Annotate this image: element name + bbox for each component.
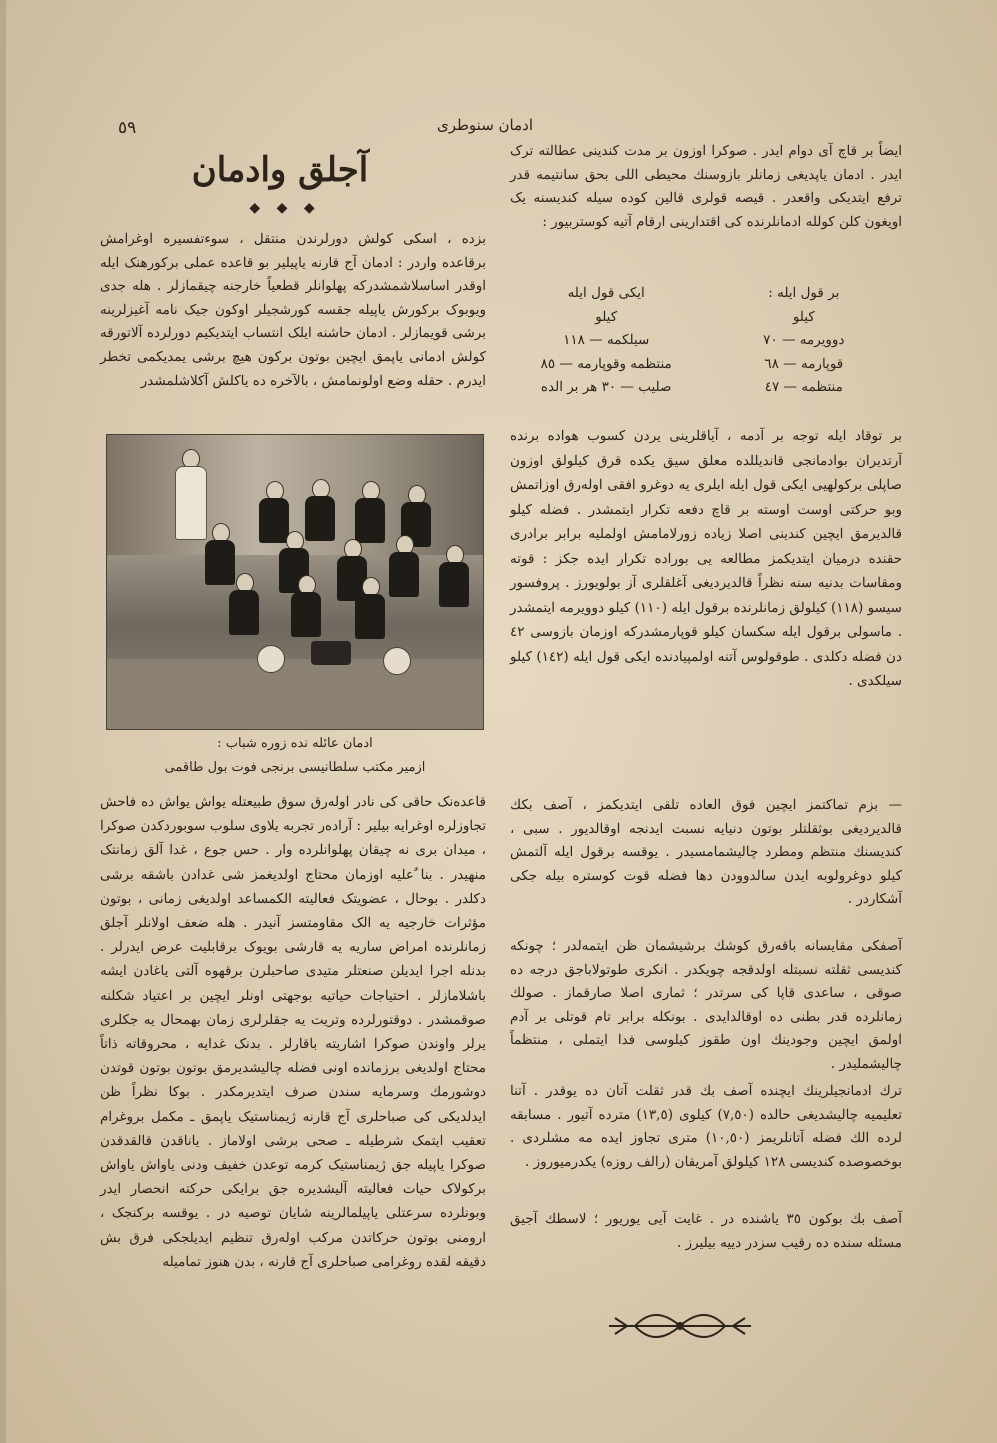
photo-figure bbox=[289, 575, 323, 637]
table-unit-cell: کیلو bbox=[792, 308, 815, 325]
right-column-paragraph-5: آصف بك بوکون ٣٥ یاشنده در . غایت آیی یوریور ؛ لاسطك آجیق مسئله سنده ده رقیب سزدر دییه بیلیرز . bbox=[510, 1211, 902, 1251]
photo-caption-line1: ادمان عائله نده زوره شباب : bbox=[217, 736, 373, 751]
photo-figure bbox=[173, 449, 207, 539]
table-row bbox=[515, 376, 895, 400]
table-unit-cell: کیلو bbox=[595, 308, 618, 325]
title-ornament: ◆ ◆ ◆ bbox=[249, 200, 321, 216]
photo-figure bbox=[353, 577, 387, 639]
photo-figure bbox=[353, 481, 387, 543]
table-row bbox=[515, 353, 895, 377]
article-title: آجلق وادمان bbox=[191, 150, 369, 190]
right-column-paragraph-4: ترك ادمانجیلرینك ایچنده آصف بك قدر ثقلت آتان ده یوقدر . آتنا تعلیمیه چالیشدیغی حالده (٧,٥٠) کیلوی (١٣,٥) مترده آتیور . مسابقه لرده الك فضله آتانلریمز (١٠,٥٠) متری تجاوز ایده مه مشلردی . بوخصوصده کندیسی ١٢٨ کیلولق آمریقان (رالف روزه) یکدرمیوروز . bbox=[510, 1083, 902, 1170]
page-number: ٥٩ bbox=[118, 118, 137, 138]
photo-ball bbox=[383, 647, 411, 675]
right-column-intro: ایضاً بر قاچ آی دوام ایدر . صوکرا اوزون بر مدت کندینی عطالته ترک ایدر . ادمان یاپدیغی زمانلر بازوسنك محیطی اللی بحق سانتیمه قدر ترفع ایتدیکی واقعدر . قیصه قولری قالین کوده سیله کندیسنه یک اویغون کلن کولله ادمانلرنده کی اقتدارینی ارقام آتیه کوستربیور : bbox=[510, 143, 903, 230]
article-intro: بزده ، اسکی کولش دورلرندن منتقل ، سوءتفسیره اوغرامش برقاعده واردر : ادمان آج قارنه یاپیلیر بو قاعده عملی برکورهنک ایله اوقدر اساسلاشمشدرکه پهلوانلر قطعیاً خارجنه چیقمازلر . هله جدی ویوبوک برکورش یاپیله جقسه کورشجیلر اوکون جیک نامه آغیزلرینه برشی قویمازلر . ادمان حاشنه ایلک انتساب ایتدیکیم دورلرده آلاتورقه کولش ادمانی یاپمق ایچین بوتون برکون هیچ برشی یمدیکمی تخطر ایدرم . حقله وضع اولونمامش ، بالآخره ده یاکلش آکلاشلمشدر bbox=[100, 231, 486, 389]
page-edge bbox=[0, 0, 6, 1443]
team-photo bbox=[106, 434, 484, 730]
right-column-paragraph-3: آصفکی مقایسانه باقەرق کوشك برشیشمان ظن ایتمەلدر ؛ چونکه کندیسی ثقلته نسبتله اولدقجه چویکدر . انکری طوتولاباجق درجه ده صوقی ، ساعدی قاپا کی سرتدر ؛ ثماری اصلا صارقماز . صولك زمانلرده قدر بطنی ده اوقالدایدی . بونکله برابر تام قوتلی بر آدم اولمق ایچین وجودینك اون طقوز کیلوسی فدا ایتملی ، منتظماً چالیشملیدر . bbox=[510, 938, 902, 1072]
table-cell: سیلکمه — ١١٨ bbox=[563, 332, 650, 349]
photo-figure bbox=[227, 573, 261, 635]
photo-figure bbox=[387, 535, 421, 597]
photo-bag bbox=[311, 641, 351, 665]
end-ornament-icon bbox=[605, 1296, 755, 1356]
photo-figure bbox=[437, 545, 471, 607]
table-unit-row bbox=[515, 306, 895, 330]
lift-records-table bbox=[515, 282, 895, 400]
left-column-body: قاعدەنک حاقی کی نادر اولەرق سوق طبیعتله یواش یواش دە فاحش تجاوزلرە اوغرایە بیلیر : آرادەر تجربە یلاوی سلوب سوبوردکدن صوکرا ، میدان بری نه چیقان پهلوانلردە وار . حس جوع ، غدا آلق زمانتک منهیدر . بنا ٌعلیه اوزمان محتاج اولدیغمز شی غدادن باشقه برشی دکلدر . بوحال ، عضویتک فعالیته الکمساعد اولدیغی زمانی ، بوتون مؤثرات خارجیه یه الک مقاومتسز آنیدر . هله ضعف اولانلر آجلق زمانلرنده امراض ساریه یه قارشی بویوک برقابلیت عرض ایدرلر . بدنله اجرا ایدیلن صنعتلر متیدی صاحبلرن برقهوه آلتی یاغادن ایشه باشلامازلر . احتیاجات حیاتیه بوجهتی اونلر ایچین بر اعتیاد شکلنه صوقمشدر . دوقتورلرده وتریت یه جقلرلری زمان بهمحال یه جکلری یرلر واوندن صوکرا اشاریته باقارلر . بدنک غدایه ، محروقاته ذاتاً محتاج اولدیغی برزمانده اونی فضله چالیشدیرمق بوتون بوتون قوتدن دوشورمك وسرمایه سندن صرف ایتدیرمکدر . بوکا نظراً ظن ایدلدیکی کی صباحلری آج قارنه ژیمناستیک یاپمق ـ مکمل بروغرام تعقیب ایتمک شرطیله ـ صحی برشی اولاماز . یاناقدن قالقدقدن صوکرا یاپیله جق ژیمناستیک کرمه توعدن خفیف ودنی یاواش یاواش برکولاک حیات فعالیته آلیشدیره جق برایکی حرکته انحصار ایدر وبونلرده سرعتلی یاپیلمالرینه شایان توصیه در . یوقسه برکنجک ، ارومنی بوتون حرکاتدن مرکب اولەرق تنظیم ایدیلجکی فرق بش دقیقه لقده روغرامی صباحلری آج قارنه ، بدن هنوز تمامیله bbox=[100, 794, 486, 1270]
photo-ball bbox=[257, 645, 285, 673]
table-cell: دوویرمه — ٧٠ bbox=[763, 332, 845, 349]
right-column-paragraph-2: — بزم تماکتمز ایچین فوق العاده تلقی ایتدیکمز ، آصف بکك قالدیردیغی بوثقلتلر بوتون دنیایه نسبت ایدنجه اوقالدیور . سبی ، کندیسنك منتظم ومطرد چالیشمامسیدر . یوقسه برقول ایله آلتمش کیلو دوغرولوبه ایدن سالدوودن دها فضله قوت کوستره بیله جکی آشکاردر . bbox=[510, 797, 902, 908]
photo-ground bbox=[107, 659, 483, 729]
photo-caption-line2: ازمیر مکتب سلطانیسی برنجی فوت بول طاقمی bbox=[164, 760, 426, 775]
table-cell: منتظمه — ٤٧ bbox=[764, 379, 843, 396]
table-cell: قوپارمه — ٦٨ bbox=[764, 355, 844, 372]
table-header-cell: بر قول ایله : bbox=[768, 285, 840, 301]
table-header-cell: ایکی قول ایله bbox=[567, 285, 645, 301]
running-title: ادمان سنوطری bbox=[436, 116, 534, 134]
table-cell: صلیب — ٣٠ هر بر الده bbox=[540, 379, 672, 396]
table-header-row bbox=[515, 282, 895, 306]
table-cell: منتظمه وقوپارمه — ٨٥ bbox=[540, 355, 672, 372]
right-column-paragraph-1: بر توقاد ایله توجه بر آدمه ، آیاقلرینی یردن کسوب هواده برنده آرتدیران بوادمانجی قاندیللده معلق سیق یکده قرق کیلولق اوزون صاپلی برکولهیی ایکی قول ایله ایلری یه دوغرو افقی اولەرق اوزاتمش وبو حرکتی اوست اوسته بر قاچ دفعه تکرار ایتمشدر . فضله کیلو قالدیرمق ایچین کندینی اصلا زیاده زورلامامش اولملیه برابر برادری حقنده درمیان ایتدیکمز مطالعه یی بوراده تکرار ایده جکز : قوته ومقاسات بدنیه سنه نظراً قالدیردیغی آغلقلری آز بولویورز . پروفسور سیسو (١١٨) کیلولق زمانلرنده برقول ایله (١١٠) کیلو دوویرمه ایتمشدر . ماسولی برقول ایله سکسان کیلو قوپارمشدرکه اوزمان بازوسی ٤٢ دن فضله دکلدی . طوقولوس آتنه اولمپیادنده ایکی قول ایله (١٤٢) کیلو سیلکدی . bbox=[510, 428, 902, 689]
table-row bbox=[515, 329, 895, 353]
